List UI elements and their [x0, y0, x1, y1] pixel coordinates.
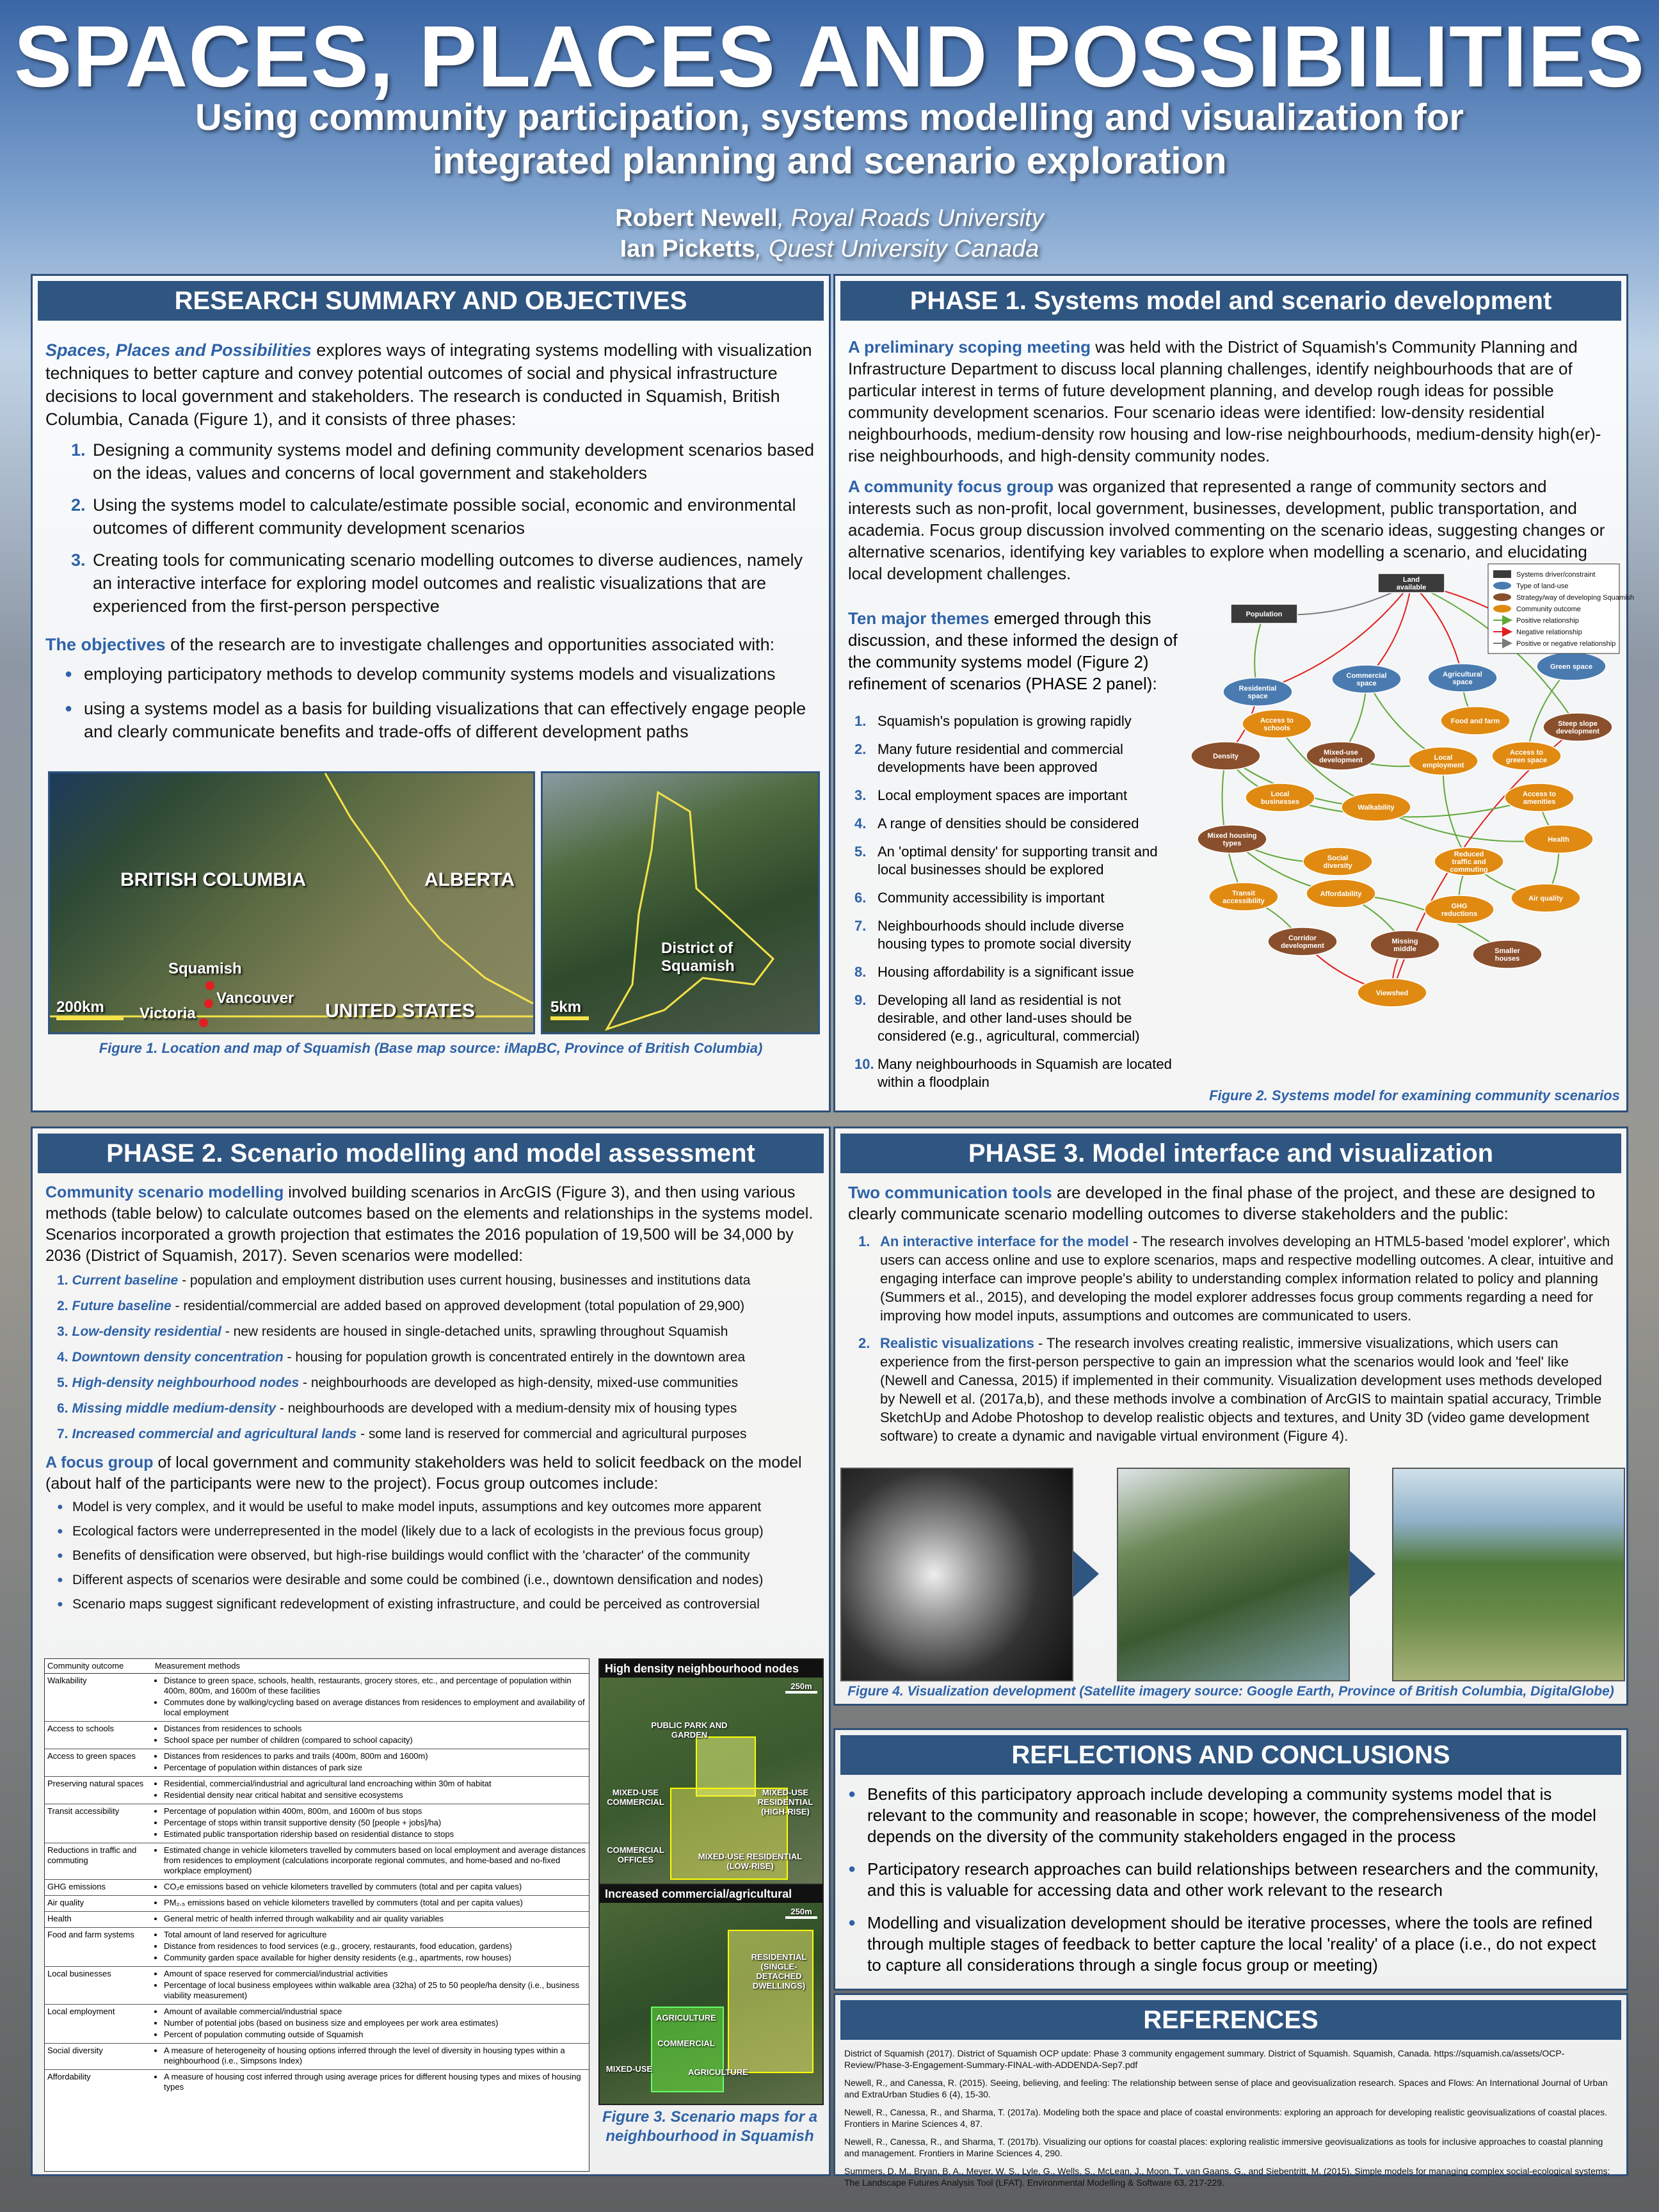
- diagram-node-mixeduse: [1306, 742, 1375, 770]
- methods-table-container: [44, 1658, 589, 2172]
- svg-text:Smaller: Smaller: [1495, 947, 1520, 955]
- methods-cell: [152, 1804, 589, 1843]
- outcome-cell: Social diversity: [45, 2044, 152, 2070]
- list-item: ● Model is very complex, and it would be useful to make model inputs, assumptions and key outcomes more apparent: [57, 1498, 816, 1516]
- legend-label: Strategy/way of developing Squamish: [1516, 594, 1635, 602]
- methods-cell: [152, 1912, 589, 1928]
- diagram-node-commercial: [1332, 665, 1401, 693]
- diagram-node-airq: [1511, 884, 1580, 912]
- svg-text:diversity: diversity: [1323, 862, 1352, 870]
- table-row: [45, 1896, 589, 1912]
- svg-text:Walkability: Walkability: [1358, 804, 1395, 812]
- reference-item: Newell, R., Canessa, R., and Sharma, T. (2017a). Modeling both the space and place of coastal environments: exploring an approach for developing realistic geovisualizations of coastal places. Frontiers in Marine Sciences 4, 87.: [844, 2107, 1607, 2129]
- visualization-dem-image: [840, 1468, 1073, 1681]
- table-row: [45, 2044, 589, 2070]
- svg-text:Access to: Access to: [1510, 749, 1543, 757]
- method-item: • Percentage of local business employees within walkable area (32ha) of 25 to 50 people/ha density (i.e., business viability measurement): [164, 1980, 586, 2001]
- reflections-panel: [833, 1728, 1628, 1991]
- scale-bar: 200km: [56, 998, 124, 1020]
- phase1-panel: [833, 274, 1635, 1112]
- list-item: 4. A range of densities should be considered: [854, 815, 1139, 831]
- references-heading: REFERENCES: [840, 2000, 1621, 2040]
- figure-2-caption: Figure 2. Systems model for examining community scenarios: [1209, 1087, 1620, 1103]
- method-item: • Percentage of population within distances of park size: [164, 1763, 586, 1773]
- diagram-node-localemp: [1409, 747, 1478, 775]
- reference-item: Newell, R., and Canessa, R. (2015). Seeing, believing, and feeling: The relationship between sense of place and geovisualization research. Spaces and Flows: An International Journal of Urban and ExtraUrban Studies 6 (4), 15-30.: [844, 2078, 1608, 2099]
- methods-cell: [152, 1967, 589, 2005]
- methods-cell: [152, 2070, 589, 2096]
- map-label-us: UNITED STATES: [325, 1000, 475, 1022]
- list-item: 2. Future baseline - residential/commercial are added based on approved development (total population of 29,900): [57, 1299, 745, 1313]
- phase2-heading: PHASE 2. Scenario modelling and model assessment: [38, 1134, 824, 1173]
- diagram-node-viewshed: [1358, 979, 1427, 1007]
- phase1-themes-intro: Ten major themes emerged through this discussion, and these informed the design of the community systems model (Figure 2) refinement of scenarios (PHASE 2 panel):: [848, 609, 1178, 693]
- author-1: [0, 205, 1659, 232]
- methods-cell: [152, 1674, 589, 1722]
- method-item: • Estimated change in vehicle kilometers travelled by commuters based on local employment and average distances from residences to employment (calculations incorporate regional commutes, and home-based and no-fixed workplace employment): [164, 1845, 586, 1876]
- method-item: • Percent of population commuting outside of Squamish: [164, 2030, 586, 2040]
- svg-text:Transit: Transit: [1231, 890, 1256, 897]
- table-row: [45, 1674, 589, 1722]
- method-item: • Distances from residences to schools: [164, 1724, 586, 1734]
- outcome-cell: Local businesses: [45, 1967, 152, 2005]
- zone-label: MIXED-USE RESIDENTIAL (LOW-RISE): [698, 1852, 803, 1871]
- research-summary-panel: [31, 274, 831, 1112]
- zone-label: COMMERCIAL OFFICES: [607, 1845, 664, 1864]
- scenarios-list: [57, 1272, 816, 1443]
- outcome-cell: Transit accessibility: [45, 1804, 152, 1843]
- method-item: • Number of potential jobs (based on business size and employees per work area estimates): [164, 2018, 586, 2028]
- table-header: Measurement methods: [152, 1659, 589, 1674]
- svg-text:Steep slope: Steep slope: [1558, 720, 1598, 728]
- outcome-cell: Food and farm systems: [45, 1928, 152, 1967]
- list-item: 5. High-density neighbourhood nodes - neighbourhoods are developed as high-density, mixed-use communities: [57, 1375, 739, 1390]
- method-item: • A measure of housing cost inferred through using average prices for different housing types and mixes of housing types: [164, 2072, 586, 2092]
- phase1-focus-paragraph: A community focus group was organized that represented a range of community sectors and interests such as non-profit, local government, businesses, development, public transportation, and academia. Focus group discussion involved commenting on the scenario ideas, suggesting changes or alternative scenarios, identifying key variables to explore when modelling a scenario, and elucidating local development challenges.: [848, 477, 1605, 583]
- methods-cell: [152, 1749, 589, 1777]
- outcome-cell: Reductions in traffic and commuting: [45, 1843, 152, 1880]
- outcome-cell: Air quality: [45, 1896, 152, 1912]
- method-item: • Residential density near critical habitat and sensitive ecosystems: [164, 1790, 586, 1800]
- phase1-heading: PHASE 1. Systems model and scenario development: [840, 281, 1621, 321]
- svg-text:Mixed-use: Mixed-use: [1324, 749, 1358, 757]
- map-label-victoria: Victoria: [140, 1005, 196, 1022]
- reference-item: Newell, R., Canessa, R., and Sharma, T. (2017b). Visualizing our options for coastal places: exploring realistic immersive geovisualizations as tools for inclusive approaches to coastal planning and management. Frontiers in Marine Sciences 4, 290.: [844, 2136, 1603, 2158]
- scale-bar: 250m: [785, 1907, 817, 1919]
- method-item: • Total amount of land reserved for agriculture: [164, 1930, 586, 1940]
- scenario-map-commercial-agricultural: [598, 1884, 824, 2105]
- outcome-cell: Walkability: [45, 1674, 152, 1722]
- methods-cell: [152, 1928, 589, 1967]
- legend-swatch: [1493, 605, 1511, 613]
- scenario-map-high-density: [598, 1658, 824, 1905]
- svg-text:green space: green space: [1505, 757, 1548, 764]
- poster-title: SPACES, PLACES AND POSSIBILITIES: [13, 8, 1646, 105]
- zone-label: AGRICULTURE: [688, 2067, 748, 2077]
- poster-subtitle-line1: Using community participation, systems modelling and visualization for: [195, 97, 1464, 138]
- research-intro-text: explores ways of integrating systems modelling with visualization techniques to better capture and convey potential outcomes of social and physical infrastructure decisions to local government and stakeholders. The research is conducted in Squamish, British Columbia, Canada (Figure 1), and it consists of three phases:: [45, 341, 812, 429]
- outcome-cell: Affordability: [45, 2070, 152, 2096]
- figure-4-caption: Figure 4. Visualization development (Satellite imagery source: Google Earth, Province of British Columbia, DigitalGlobe): [847, 1684, 1614, 1699]
- methods-cell: [152, 2044, 589, 2070]
- author-2: [0, 236, 1659, 263]
- phase3-panel: [833, 1126, 1628, 1706]
- table-header: Community outcome: [45, 1659, 152, 1674]
- phases-list: [71, 438, 816, 618]
- method-item: • General metric of health inferred through walkability and air quality variables: [164, 1914, 586, 1924]
- map-label-district-2: Squamish: [661, 958, 735, 975]
- svg-text:available: available: [1396, 584, 1427, 591]
- arrow-right-icon: [1350, 1551, 1375, 1597]
- svg-text:types: types: [1222, 840, 1242, 847]
- systems-model-diagram: [1206, 570, 1635, 1082]
- diagram-node-residential: [1223, 678, 1292, 706]
- map-british-columbia: [48, 771, 535, 1034]
- list-item: ● Different aspects of scenarios were desirable and some could be combined (i.e., downtown densification and nodes): [57, 1571, 816, 1589]
- list-item: 8. Housing affordability is a significant issue: [854, 964, 1134, 980]
- method-item: • Percentage of stops within transit supportive density (50 [people + jobs]/ha): [164, 1818, 586, 1828]
- list-item: 1. Current baseline - population and employment distribution uses current housing, businesses and institutions data: [57, 1273, 751, 1288]
- zone-label: RESIDENTIAL (SINGLE-DETACHED DWELLINGS): [751, 1952, 807, 1991]
- table-row: [45, 1912, 589, 1928]
- scenario-map-title: Increased commercial/agricultural: [600, 1885, 822, 1903]
- district-boundary: [543, 773, 818, 1032]
- themes-list: [854, 712, 1174, 1102]
- list-item: 5. An 'optimal density' for supporting transit and local businesses should be explored: [854, 844, 1158, 878]
- legend-label: Positive relationship: [1516, 617, 1579, 625]
- phase3-intro: Two communication tools are developed in the final phase of the project, and these are designed to clearly communicate scenario modelling outcomes to diverse stakeholders and the public:: [848, 1183, 1596, 1223]
- table-row: [45, 1804, 589, 1843]
- svg-text:reductions: reductions: [1441, 910, 1478, 918]
- svg-text:Mixed housing: Mixed housing: [1207, 832, 1257, 840]
- scale-bar: 250m: [785, 1681, 817, 1694]
- method-item: • Percentage of population within 400m, 800m, and 1600m of bus stops: [164, 1806, 586, 1816]
- methods-cell: [152, 1777, 589, 1804]
- svg-text:Population: Population: [1246, 611, 1283, 618]
- legend-swatch: [1493, 582, 1511, 589]
- svg-text:middle: middle: [1393, 945, 1416, 953]
- diagram-node-food: [1441, 707, 1510, 735]
- diagram-node-localbiz: [1246, 783, 1315, 812]
- svg-text:Access to: Access to: [1260, 717, 1294, 725]
- diagram-node-corridor: [1268, 927, 1337, 956]
- reflections-heading: REFLECTIONS AND CONCLUSIONS: [840, 1735, 1621, 1775]
- phase3-heading: PHASE 3. Model interface and visualization: [840, 1134, 1621, 1173]
- svg-text:GHG: GHG: [1451, 902, 1468, 910]
- legend-swatch: [1493, 570, 1511, 578]
- svg-text:Local: Local: [1270, 790, 1290, 798]
- legend-label: Community outcome: [1516, 605, 1581, 613]
- phase1-scoping-paragraph: A preliminary scoping meeting was held with the District of Squamish's Community Planning and Infrastructure Department to discuss local planning challenges, identify neighbourhoods that are of particular interest in terms of future development planning, and develop rough ideas for possible community development scenarios. Four scenario ideas were identified: low-density residential neighbourhoods, medium-density row housing and low-rise neighbourhoods, medium-density high(er)-rise neighbourhoods, and high-density community nodes.: [848, 337, 1601, 465]
- figure-3-caption: Figure 3. Scenario maps for a neighbourhood in Squamish: [602, 2108, 818, 2145]
- svg-text:Access to: Access to: [1523, 790, 1556, 798]
- svg-text:space: space: [1356, 680, 1377, 687]
- zone-label: MIXED-USE: [605, 2064, 653, 2074]
- method-item: • PM₂.₅ emissions based on vehicle kilometers travelled by commuters (total and per capita values): [164, 1898, 586, 1908]
- svg-text:Viewshed: Viewshed: [1375, 990, 1409, 997]
- outcome-cell: Health: [45, 1912, 152, 1928]
- svg-text:traffic and: traffic and: [1452, 858, 1486, 866]
- svg-text:Agricultural: Agricultural: [1443, 671, 1482, 678]
- svg-text:businesses: businesses: [1261, 798, 1299, 806]
- list-item: 7. Increased commercial and agricultural lands - some land is reserved for commercial and agricultural purposes: [57, 1427, 747, 1441]
- svg-text:development: development: [1281, 942, 1324, 950]
- method-item: • Estimated public transportation ridership based on residential distance to stops: [164, 1829, 586, 1839]
- map-label-district: District of: [661, 940, 733, 957]
- outcome-cell: Local employment: [45, 2005, 152, 2044]
- method-item: • Distance from residences to food services (e.g., grocery, restaurants, food education, gardens): [164, 1941, 586, 1952]
- svg-text:Corridor: Corridor: [1288, 934, 1317, 942]
- list-item: 6. Community accessibility is important: [854, 890, 1105, 906]
- diagram-node-smaller: [1473, 940, 1542, 968]
- list-item: 3. Creating tools for communicating scenario modelling outcomes to diverse audiences, namely an interactive interface for exploring model outcomes and realistic visualizations that are experienced from the first-person perspective: [71, 550, 803, 616]
- svg-text:Density: Density: [1213, 753, 1238, 760]
- svg-text:commuting: commuting: [1450, 866, 1488, 874]
- diagram-node-missing: [1370, 931, 1439, 959]
- list-item: 1. Squamish's population is growing rapidly: [854, 713, 1132, 729]
- legend-label: Positive or negative relationship: [1516, 640, 1616, 648]
- list-item: 2. Using the systems model to calculate/estimate possible social, economic and environmental outcomes of different community development scenarios: [71, 495, 796, 538]
- outcome-cell: Access to schools: [45, 1722, 152, 1749]
- visualization-terrain-image: [1117, 1468, 1350, 1681]
- svg-text:Affordability: Affordability: [1320, 890, 1362, 898]
- visualization-unity-image: [1392, 1468, 1625, 1681]
- svg-text:Residential: Residential: [1238, 685, 1277, 693]
- svg-text:space: space: [1247, 693, 1268, 700]
- svg-text:Reduced: Reduced: [1454, 851, 1484, 858]
- reflections-list: [848, 1784, 1611, 1976]
- list-item: 9. Developing all land as residential is not desirable, and other land-uses should be considered (e.g., agricultural, commercial): [854, 992, 1140, 1044]
- method-item: • CO₂e emissions based on vehicle kilometers travelled by commuters (total and per capita values): [164, 1882, 586, 1892]
- diagram-node-agricultural: [1428, 664, 1497, 692]
- svg-text:accessibility: accessibility: [1222, 897, 1265, 905]
- svg-text:Missing: Missing: [1391, 938, 1418, 945]
- outcome-cell: Access to green spaces: [45, 1749, 152, 1777]
- svg-text:Health: Health: [1548, 836, 1569, 844]
- list-item: 7. Neighbourhoods should include diverse housing types to promote social diversity: [854, 918, 1132, 952]
- relationship-arrow: [1366, 583, 1411, 679]
- objectives-list: [65, 662, 816, 743]
- methods-cell: [152, 2005, 589, 2044]
- phase2-focus-paragraph: A focus group of local government and community stakeholders was held to solicit feedback on the model (about half of the participants were new to the project). Focus group outcomes include:: [45, 1454, 802, 1493]
- zone-label: COMMERCIAL: [657, 2039, 715, 2048]
- author-1-name: Robert Newell: [615, 205, 778, 232]
- scenario-map-title: High density neighbourhood nodes: [600, 1660, 822, 1678]
- figure-1-caption: Figure 1. Location and map of Squamish (Base map source: iMapBC, Province of British Columbia): [99, 1040, 763, 1056]
- diagram-legend: [1488, 564, 1634, 653]
- list-item: 10. Many neighbourhoods in Squamish are located within a floodplain: [854, 1056, 1172, 1090]
- objectives-intro: The objectives of the research are to investigate challenges and opportunities associated with:: [45, 635, 775, 654]
- svg-text:amenities: amenities: [1523, 798, 1556, 806]
- tools-list: [858, 1232, 1614, 1445]
- diagram-node-afford: [1306, 879, 1375, 908]
- map-district-of-squamish: [541, 771, 820, 1034]
- table-row: [45, 1928, 589, 1967]
- diagram-node-steep: [1543, 713, 1612, 741]
- table-row: [45, 1880, 589, 1896]
- diagram-node-population: [1231, 604, 1297, 623]
- list-item: ● Participatory research approaches can build relationships between researchers and the community, and this is valuable for accessing data and other work relevant to the research: [848, 1859, 1611, 1901]
- svg-text:Local: Local: [1434, 754, 1453, 762]
- method-item: • School space per number of children (compared to school capacity): [164, 1735, 586, 1745]
- list-item: 6. Missing middle medium-density - neighbourhoods are developed with a medium-density mix of housing types: [57, 1401, 737, 1416]
- legend-label: Systems driver/constraint: [1516, 571, 1596, 579]
- zone-label: AGRICULTURE: [656, 2013, 716, 2023]
- list-item: ● using a systems model as a basis for building visualizations that can effectively engage people and clearly communicate benefits and trade-offs of different development paths: [65, 697, 816, 743]
- list-item: ● Benefits of densification were observed, but high-rise buildings would conflict with the 'character' of the community: [57, 1547, 816, 1565]
- svg-text:Green space: Green space: [1550, 663, 1593, 671]
- list-item: ● Modelling and visualization development should be iterative processes, where the tools are refined through multiple stages of feedback to better capture the local 'reality' of a place (i.e., do not expect to capture all considerations through a single focus group or meeting): [848, 1912, 1611, 1976]
- diagram-node-land: [1378, 573, 1445, 593]
- zone-label: PUBLIC PARK AND GARDEN: [651, 1720, 728, 1740]
- diagram-node-density: [1191, 742, 1260, 770]
- diagram-node-traffic: [1434, 847, 1503, 876]
- svg-text:Food and farm: Food and farm: [1450, 717, 1500, 725]
- svg-text:development: development: [1556, 728, 1599, 735]
- list-item: ● Ecological factors were underrepresented in the model (likely due to a lack of ecologists in the previous focus group): [57, 1523, 816, 1541]
- phase2-panel: [31, 1126, 831, 2176]
- diagram-node-amenities: [1505, 783, 1574, 812]
- methods-cell: [152, 1896, 589, 1912]
- svg-text:Social: Social: [1327, 854, 1349, 862]
- diagram-node-schools: [1242, 710, 1311, 738]
- map-label-bc: BRITISH COLUMBIA: [120, 869, 306, 890]
- legend-swatch: [1493, 593, 1511, 601]
- list-item: ● employing participatory methods to develop community systems models and visualizations: [65, 662, 816, 685]
- author-2-affiliation: , Quest University Canada: [755, 236, 1039, 262]
- reference-item: Summers, D. M., Bryan, B. A., Meyer, W. S., Lyle, G., Wells, S., McLean, J., Moon, T., van Gaans, G., and Siebentritt, M. (2015). Simple models for managing complex social-ecological systems: The Landscape Futures Analysis Tool (LFAT). Environmental Modelling & Software 63, 217-229.: [844, 2166, 1610, 2188]
- method-item: • Distance to green space, schools, health, restaurants, grocery stores, etc., and percentage of population within 400m, 800m, and 1600m of these facilities: [164, 1676, 586, 1696]
- list-item: 3. Local employment spaces are important: [854, 787, 1128, 803]
- list-item: 1. An interactive interface for the model - The research involves developing an HTML5-based 'model explorer', which users can access online and use to explore scenarios, maps and respective modelling outcomes. A clear, intuitive and engaging interface can improve people's ability to understanding complex information related to policy and planning (Summers et al., 2015), and developing the model explorer addresses focus group comments regarding a need for improving how model inputs, assumptions and outcomes are communicated to users.: [858, 1233, 1614, 1324]
- zone-residential: [728, 1930, 813, 2073]
- author-2-name: Ian Picketts: [620, 236, 755, 262]
- svg-text:employment: employment: [1422, 762, 1464, 769]
- zone-label: MIXED-USE RESIDENTIAL (HIGH-RISE): [757, 1788, 813, 1816]
- table-row: [45, 1749, 589, 1777]
- legend-label: Negative relationship: [1516, 629, 1582, 636]
- phase2-modelling-paragraph: Community scenario modelling involved building scenarios in ArcGIS (Figure 3), and then using various methods (table below) to calculate outcomes based on the elements and relationships in the systems model. Scenarios incorporated a growth projection that estimates the 2016 population of 19,500 will be 34,000 by 2036 (District of Squamish, 2017). Seven scenarios were modelled:: [45, 1183, 813, 1265]
- diagram-node-transit: [1209, 883, 1278, 911]
- table-row: [45, 1843, 589, 1880]
- map-label-vancouver: Vancouver: [216, 990, 294, 1007]
- diagram-node-green: [1537, 652, 1606, 680]
- svg-text:Land: Land: [1402, 576, 1420, 584]
- table-row: [45, 2005, 589, 2044]
- outcome-cell: GHG emissions: [45, 1880, 152, 1896]
- svg-text:space: space: [1452, 678, 1473, 686]
- diagram-node-accgreen: [1492, 742, 1561, 770]
- list-item: ● Benefits of this participatory approach include developing a community systems model that is relevant to the community and reasonable in scope; however, the comprehensiveness of the model depends on the diversity of the community stakeholders engaged in the process: [848, 1784, 1611, 1847]
- diagram-node-health: [1524, 825, 1593, 853]
- table-row: [45, 2070, 589, 2096]
- poster-subtitle-line2: integrated planning and scenario exploration: [432, 140, 1227, 182]
- svg-text:development: development: [1319, 757, 1363, 764]
- list-item: 4. Downtown density concentration - housing for population growth is concentrated entirely in the downtown area: [57, 1350, 746, 1365]
- list-item: ● Scenario maps suggest significant redevelopment of existing infrastructure, and could be perceived as controversial: [57, 1596, 816, 1614]
- method-item: • Commutes done by walking/cycling based on average distances from residences to employment and availability of local employment: [164, 1697, 586, 1718]
- list-item: 3. Low-density residential - new residents are housed in single-detached units, sprawling throughout Squamish: [57, 1324, 728, 1339]
- research-summary-heading: RESEARCH SUMMARY AND OBJECTIVES: [38, 281, 824, 321]
- methods-table: [45, 1659, 589, 2096]
- legend-label: Type of land-use: [1516, 582, 1569, 590]
- diagram-node-ghg: [1425, 895, 1494, 924]
- references-panel: [833, 1993, 1628, 2188]
- map-label-squamish: Squamish: [168, 960, 242, 977]
- method-item: • Distances from residences to parks and trails (400m, 800m and 1600m): [164, 1751, 586, 1761]
- scale-bar: 5km: [550, 998, 589, 1020]
- svg-text:Commercial: Commercial: [1346, 672, 1387, 680]
- method-item: • Amount of available commercial/industrial space: [164, 2007, 586, 2017]
- diagram-node-walk: [1342, 793, 1411, 821]
- zone-label: MIXED-USE COMMERCIAL: [607, 1788, 664, 1807]
- methods-cell: [152, 1843, 589, 1880]
- svg-text:schools: schools: [1263, 725, 1290, 732]
- method-item: • Community garden space available for higher density residents (e.g., apartments, row houses): [164, 1953, 586, 1963]
- list-item: 2. Many future residential and commercial developments have been approved: [854, 741, 1123, 775]
- method-item: • A measure of heterogeneity of housing options inferred through the level of diversity in housing types within a neighbourhood (i.e., Simpsons Index): [164, 2046, 586, 2066]
- list-item: 2. Realistic visualizations - The research involves creating realistic, immersive visualizations, which users can experience from the first-person perspective to gain an impression what the scenarios would look and 'feel' like (Newell and Canessa, 2015) if implemented in their community. Visualization development uses methods developed by Newell et al. (2017a,b), and these methods involve a combination of ArcGIS to maintain spatial accuracy, Trimble SketchUp and Adobe Photoshop to develop realistic objects and textures, and Unity 3D (video game development software) to create a dynamic and navigable virtual environment (Figure 4).: [858, 1335, 1602, 1444]
- diagram-node-mixedhousing: [1198, 825, 1267, 853]
- table-row: [45, 1967, 589, 2005]
- focus-outcomes-list: [57, 1498, 816, 1614]
- diagram-node-social: [1303, 847, 1372, 876]
- reference-item: District of Squamish (2017). District of Squamish OCP update: Phase 3 community engagement summary. District of Squamish. Squamish, Canada. https://squamish.ca/assets/OCP-Review/Phase-3-Engagement-Summary-FINAL-with-ADDENDA-Sep7.pdf: [844, 2048, 1565, 2070]
- list-item: 1. Designing a community systems model and defining community development scenarios based on the ideas, values and concerns of local government and stakeholders: [71, 440, 815, 483]
- method-item: • Residential, commercial/industrial and agricultural land encroaching within 30m of habitat: [164, 1779, 586, 1789]
- methods-cell: [152, 1722, 589, 1749]
- svg-text:houses: houses: [1495, 955, 1520, 963]
- svg-text:Air quality: Air quality: [1528, 895, 1563, 902]
- table-row: [45, 1777, 589, 1804]
- outcome-cell: Preserving natural spaces: [45, 1777, 152, 1804]
- references-list: [835, 2045, 1626, 2197]
- project-name: Spaces, Places and Possibilities: [45, 341, 312, 360]
- methods-cell: [152, 1880, 589, 1896]
- research-intro: [45, 339, 816, 431]
- table-row: [45, 1722, 589, 1749]
- author-1-affiliation: , Royal Roads University: [777, 205, 1044, 232]
- map-label-alberta: ALBERTA: [424, 869, 515, 890]
- method-item: • Amount of space reserved for commercial/industrial activities: [164, 1969, 586, 1979]
- arrow-right-icon: [1073, 1551, 1099, 1597]
